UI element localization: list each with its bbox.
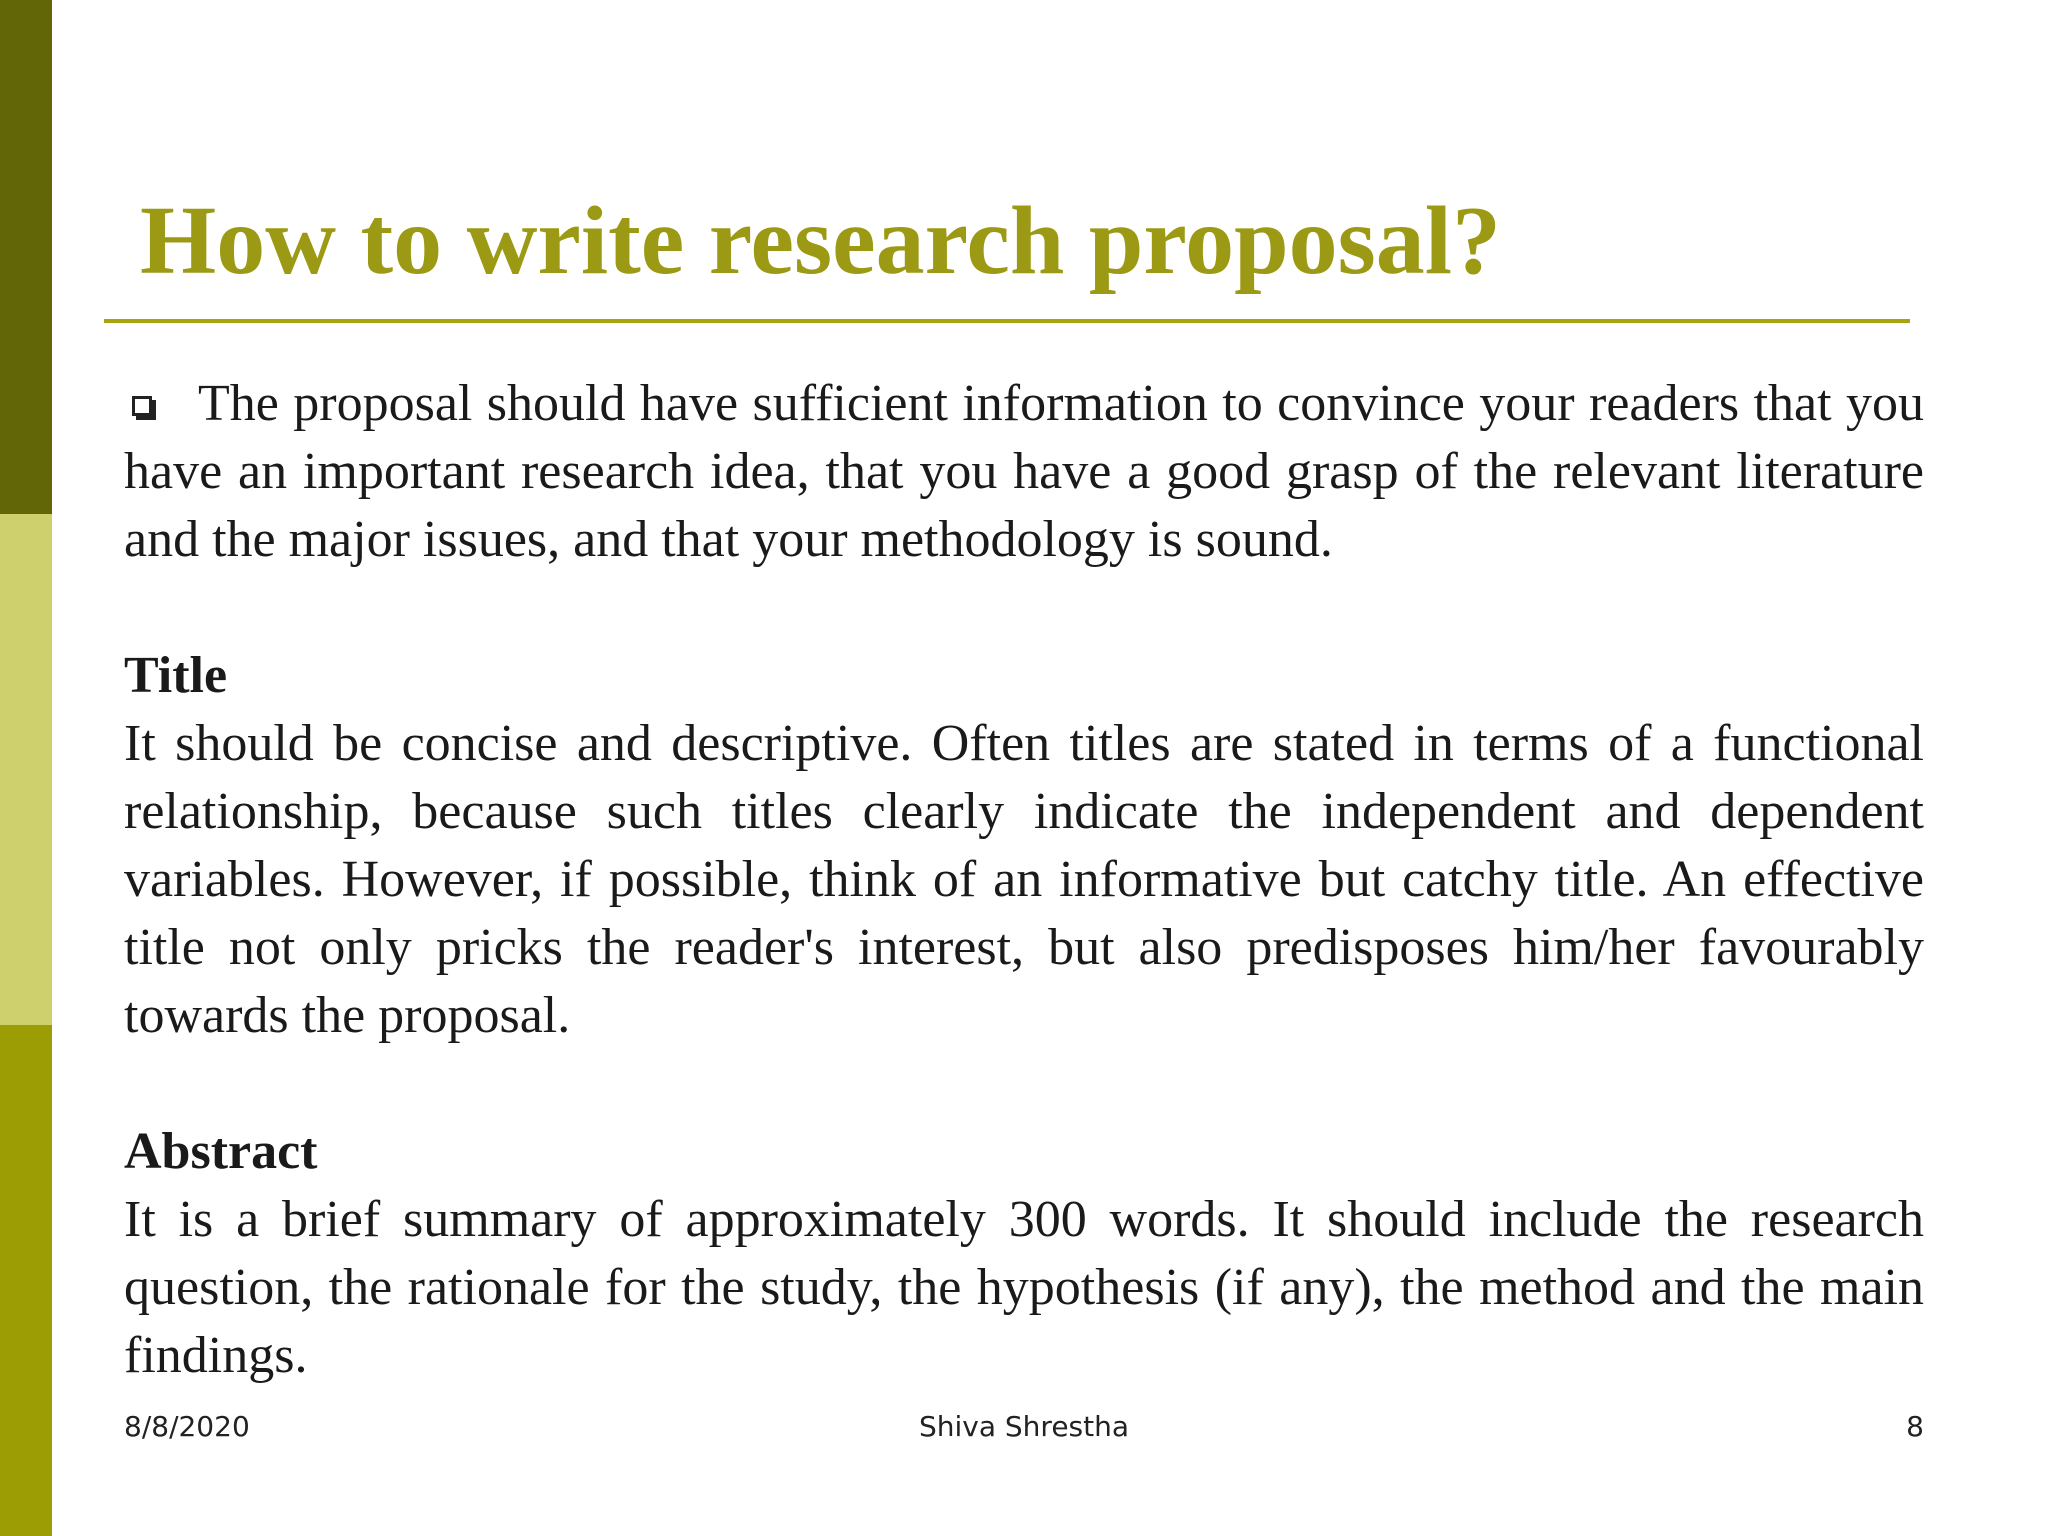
hollow-square-bullet-icon [132,396,152,416]
section-heading-title: Title [124,647,228,704]
footer-author: Shiva Shrestha [918,1410,1130,1443]
slide-content [124,370,1924,1390]
intro-paragraph [124,370,1924,574]
section-heading-abstract: Abstract [124,1123,318,1180]
section-body-title: It should be concise and descriptive. Often titles are stated in terms of a functional relationship, because such titles clearly indicate the independent and dependent variables. However, if possible, think of an informative but catchy title. An effective title not only pricks the reader's interest, but also predisposes him/her favourably towards the proposal. [124,715,1924,1044]
footer-date: 8/8/2020 [124,1410,250,1443]
sidebar-segment-light [0,514,52,1025]
sidebar-decoration [0,0,52,1536]
intro-text: The proposal should have sufficient information to convince your readers that you have an important research idea, that you have a good grasp of the relevant literature and the major issues, and that your methodology is sound. [124,375,1924,568]
section-body-abstract: It is a brief summary of approximately 300 words. It should include the research question, the rationale for the study, the hypothesis (if any), the method and the main findings. [124,1191,1924,1384]
footer-page-number: 8 [1906,1410,1924,1443]
sidebar-segment-olive [0,1025,52,1536]
title-divider [104,319,1910,323]
slide-title: How to write research proposal? [140,187,1501,295]
sidebar-segment-dark [0,0,52,514]
